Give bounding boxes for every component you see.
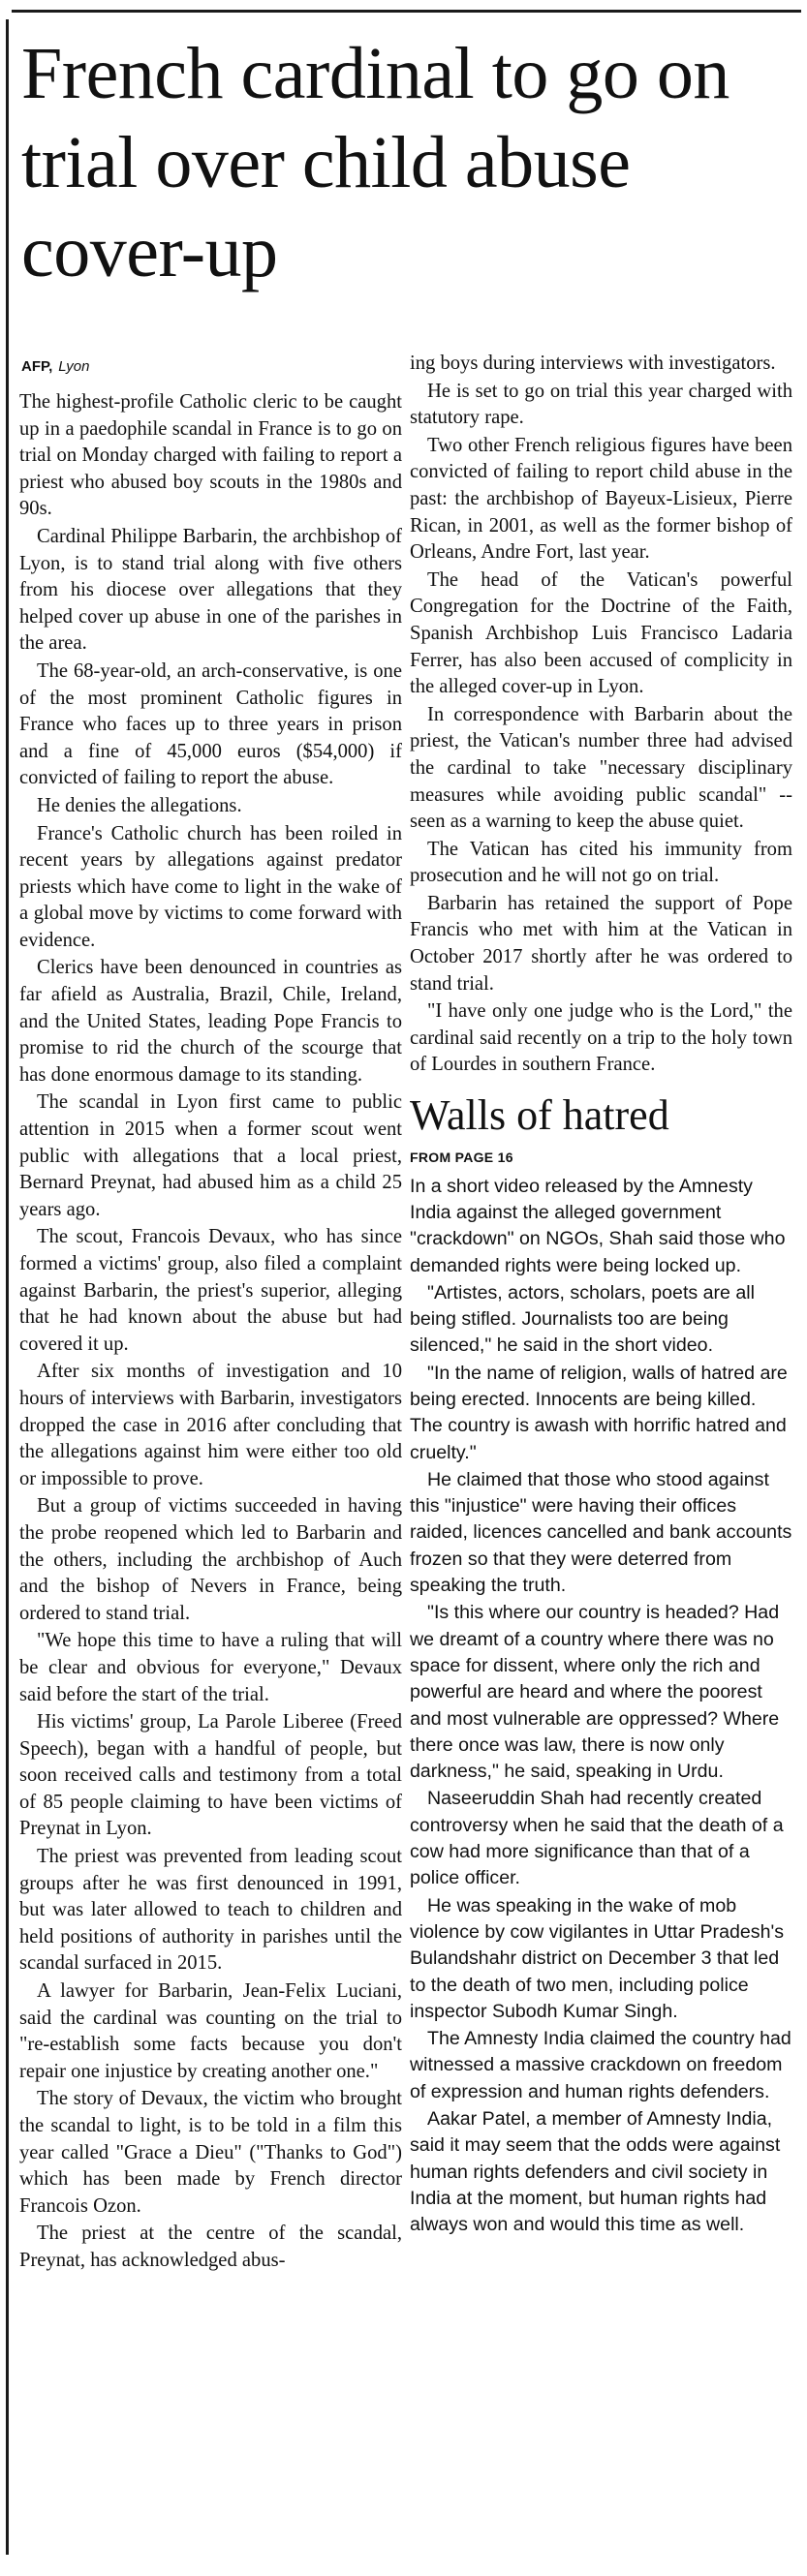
walls-article-body bbox=[410, 1174, 792, 2239]
article-paragraph: The priest at the centre of the scandal, Preynat, has acknowledged abus- bbox=[19, 2223, 402, 2271]
article-paragraph: The head of the Vatican's powerful Congregation for the Doctrine of the Faith, Spanish Archbishop Luis Francisco Ladaria Ferrer, has also been accused of complicity in the alleged cover-up in Lyon. bbox=[410, 568, 792, 698]
top-rule bbox=[12, 10, 801, 13]
article-paragraph: France's Catholic church has been roiled in recent years by allegations against predator priests which have come to light in the wake of a global move by victims to come forward with evidence. bbox=[19, 822, 402, 951]
article-paragraph: Barbarin has retained the support of Pope Francis who met with him at the Vatican in October 2017 shortly after he was ordered to stand trial. bbox=[410, 892, 792, 995]
from-page-label: FROM PAGE 16 bbox=[410, 1150, 513, 1166]
article-paragraph: In correspondence with Barbarin about the priest, the Vatican's number three had advised the cardinal to take "necessary disciplinary measures while avoiding public scandal" -- seen as a warning to keep the abuse quiet. bbox=[410, 703, 792, 833]
walls-paragraph: Naseeruddin Shah had recently created controversy when he said that the death of a cow had more significance than that of a police officer. bbox=[410, 1788, 784, 1889]
article-paragraph: His victims' group, La Parole Liberee (Freed Speech), began with a handful of people, but soon received calls and testimony from a total of 85 people claiming to have been victims of Preynat in Lyon. bbox=[19, 1711, 402, 1840]
article-paragraph: The story of Devaux, the victim who brought the scandal to light, is to be told in a film this year called "Grace a Dieu" ("Thanks to God") which has been made by French director Francois Ozon. bbox=[19, 2088, 402, 2217]
article-paragraph: The scout, Francois Devaux, who has since formed a victims' group, also filed a complaint against Barbarin, the priest's superior, alleging that he had known about the abuse but had covered it up. bbox=[19, 1226, 402, 1355]
article-paragraph: "We hope this time to have a ruling that will be clear and obvious for everyone," Devaux said before the start of the trial. bbox=[19, 1630, 402, 1705]
article-paragraph: Cardinal Philippe Barbarin, the archbishop of Lyon, is to stand trial along with five others from his diocese over allegations that they helped cover up abuse in one of the parishes in the area. bbox=[19, 525, 402, 655]
article-paragraph: He denies the allegations. bbox=[37, 794, 242, 816]
article-paragraph: The 68-year-old, an arch-conservative, is one of the most prominent Catholic figures in France who faces up to three years in prison and a fine of 45,000 euros ($54,000) if convicted of failing to report the abuse. bbox=[19, 659, 402, 789]
article-paragraph: "I have only one judge who is the Lord," the cardinal said recently on a trip to the holy town of Lourdes in southern France. bbox=[410, 1000, 792, 1076]
byline bbox=[21, 358, 90, 375]
walls-paragraph: "Is this where our country is headed? Had we dreamt of a country where there was no space for dissent, where only the rich and powerful are heard and where the poorest and most vulnerable are oppressed? Where there once was law, there is now only darkness," he said, speaking in Urdu. bbox=[410, 1602, 780, 1783]
article-paragraph: A lawyer for Barbarin, Jean-Felix Luciani, said the cardinal was counting on the trial to "re-establish some facts because you don't repair one injustice by creating another one." bbox=[19, 1980, 402, 2082]
walls-paragraph: "Artistes, actors, scholars, poets are all being stifled. Journalists too are being silenced," he said in the short video. bbox=[410, 1281, 756, 1357]
article-paragraph: But a group of victims succeeded in having the probe reopened which led to Barbarin and the others, including the archbishop of Auch and the bishop of Nevers in France, being ordered to stand trial. bbox=[19, 1495, 402, 1624]
left-rule bbox=[6, 19, 9, 2555]
article-paragraph: ing boys during interviews with investigators. bbox=[410, 353, 776, 374]
walls-headline: Walls of hatred bbox=[410, 1091, 669, 1140]
article-paragraph: He is set to go on trial this year charged with statutory rape. bbox=[410, 380, 792, 429]
article-paragraph: Two other French religious figures have been convicted of failing to report child abuse in the past: the archbishop of Bayeux-Lisieux, Pierre Rican, in 2001, as well as the former bishop of Orleans, Andre Fort, last year. bbox=[410, 434, 792, 564]
article-paragraph: After six months of investigation and 10 hours of interviews with Barbarin, investigators dropped the case in 2016 after concluding that the allegations against him were either too old or impossible to prove. bbox=[19, 1361, 402, 1489]
article-paragraph: The highest-profile Catholic cleric to be caught up in a paedophile scandal in France is to go on trial on Monday charged with failing to report a priest who abused boy scouts in the 1980s and 90s. bbox=[19, 391, 402, 520]
walls-paragraph: He claimed that those who stood against this "injustice" were having their offices raided, licences cancelled and bank accounts frozen so that they were deterred from speaking the truth. bbox=[410, 1468, 792, 1597]
article-paragraph: The scandal in Lyon first came to public attention in 2015 when a former scout went public with allegations that a local priest, Bernard Preynat, had abused him as a child 25 years ago. bbox=[19, 1091, 402, 1220]
walls-paragraph: In a short video released by the Amnesty India against the alleged government "crackdown" on NGOs, Shah said those who demanded rights were being locked up. bbox=[410, 1175, 786, 1276]
article-paragraph: The Vatican has cited his immunity from prosecution and he will not go on trial. bbox=[410, 838, 792, 887]
walls-paragraph: Aakar Patel, a member of Amnesty India, said it may seem that the odds were against human rights defenders and civil society in India at the moment, but human rights had always won and would this time as well. bbox=[410, 2108, 781, 2236]
article-headline: French cardinal to go on trial over child abuse cover-up bbox=[21, 33, 729, 292]
article-paragraph: Clerics have been denounced in countries as far afield as Australia, Brazil, Chile, Ireland, and the United States, leading Pope Francis to promise to rid the church of the scourge that has done enormous damage to its standing. bbox=[19, 957, 402, 1086]
walls-paragraph: The Amnesty India claimed the country had witnessed a massive crackdown on freedom of expression and human rights defenders. bbox=[410, 2028, 791, 2102]
article-paragraph: The priest was prevented from leading scout groups after he was first denounced in 1991, but was later allowed to teach to children and held positions of authority in parishes until the scandal surfaced in 2015. bbox=[19, 1846, 402, 1975]
byline-dateline: Lyon bbox=[58, 358, 90, 375]
article-column-left bbox=[19, 389, 402, 2276]
article-column-right bbox=[410, 351, 792, 2240]
walls-paragraph: "In the name of religion, walls of hatred are being erected. Innocents are being killed. The country is awash with horrific hatred and cruelty." bbox=[410, 1362, 788, 1463]
byline-agency: AFP, bbox=[21, 358, 53, 375]
walls-paragraph: He was speaking in the wake of mob violence by cow vigilantes in Uttar Pradesh's Bulandshahr district on December 3 that led to the death of two men, including police inspector Subodh Kumar Singh. bbox=[410, 1894, 785, 2022]
